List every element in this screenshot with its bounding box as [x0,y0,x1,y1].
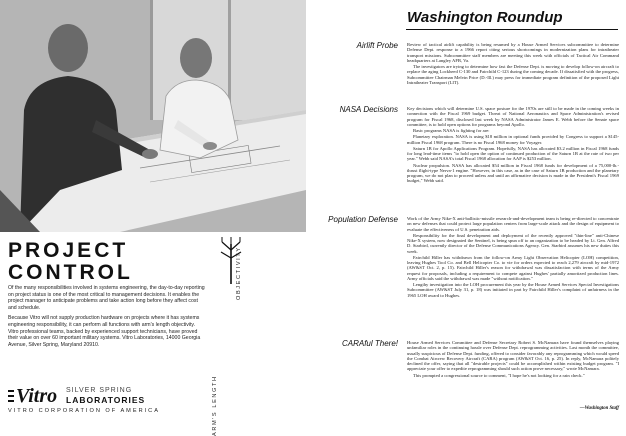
paragraph: Planetary exploration. NASA is using $18 million in optional funds provided by Congress to support a $145-million Fiscal 1968 program. There is no Fiscal 1968 money for Voyager. [407,134,619,145]
paragraph: House Armed Services Committee and Defense Secretary Robert S. McNamara have found themselves playing unfamiliar roles in the continuing hassle over Defense Dept. reprogramming activities. Last month the committee, usually suspicious of Defense Dept. funding, offered to consider favorably any reprogramming which would speed the Combat Aircrew Recovery Aircraft (CARA) program (AW&ST Oct. 16, p. 25). In reply, McNamara politely declined the offer, saying that all "desirable projects" could be accomplished within existing budget program. "I appreciate your offer to expedite reprogramming should such action prove necessary," wrote McNamara. [407,340,619,372]
paragraph: Work of the Army Nike-X anti-ballistic-missile research-and-development team is being re-directed to concentrate on new defenses that could protect large population centers from large-scale attack and the design of equipment to evaluate the effectiveness of U.S. penetration aids. [407,216,619,232]
ad-body-paragraph: Of the many responsibilities involved in systems engineering, the day-to-day reporting on project status is one of the most critical to management decisions. It enables the project manager to anticipate problems and take action long before they affect cost and schedule. [8,285,205,311]
vitro-logo [8,386,218,406]
paragraph: Lengthy investigation into the LOH procurement this year by the House Armed Services Special Investigations Subcommittee (AW&ST July 31, p. 18) was initiated in part by Fairchild Hiller's complaint of unfairness in the 1965 LOH award to Hughes. [407,282,619,298]
ad-headline-line2: CONTROL [8,261,133,284]
logo-subtitle-bottom: LABORATORIES [66,395,146,405]
paragraph: Basic programs NASA is fighting for are: [413,128,490,133]
section-text [407,216,619,299]
page-title: Washington Roundup [407,9,563,26]
logo-wordmark: Vitro [16,385,58,407]
title-rule [406,29,618,30]
section-text [407,106,619,185]
column-page [306,0,626,420]
paragraph: Nuclear propulsion. NASA has allocated $54 million in Fiscal 1968 funds for development of a 75,000-lb.-thrust flight-type Nerva-1 engine. "However, in this case, as in the case of Saturn 1B production and the planetary program, we do not plan to proceed unless and until an affirmative decision is made in the President's Fiscal 1969 budget," Webb said. [407,162,619,184]
logo-subtitle-top: SILVER SPRING [66,387,133,394]
ad-photograph [0,0,306,232]
ad-headline-line1: PROJECT [8,239,129,262]
section-text [407,340,619,379]
ad-vertical-caption-objectivity: OBJECTIVITY [236,246,242,300]
paragraph: Saturn 1B for Apollo Applications Program. Hopefully, NASA has allocated $3.2 million in Fiscal 1968 funds for long lead-time items "to hold open the option of continued production of the Saturn 1B at the rate of two per year." Webb said NASA's total Fiscal 1968 allocation for AAP is $253 million. [407,145,619,162]
logo-stripes-icon [8,390,14,402]
byline: —Washington Staff [579,406,619,411]
ad-body-copy [8,285,206,352]
paragraph: Responsibility for the final development and deployment of the recently approved "thin-line" anti-Chinese Nike-X system, now designated the Sentinel, is being spun off to an organization to be headed by Lt. Gen. Alfred D. Starbird, currently director of the Defense Communications Agency. Gen. Starbird assumes his new duties this week. [407,232,619,254]
paragraph: Key decisions which will determine U.S. space posture for the 1970s are still to be made in the coming weeks in connection with the Fiscal 1969 budget. Threat of National Aeronautics and Space Administration's revised program for Fiscal 1968, disclosed last week by NASA Administrator James E. Webb before the Senate space committee, is to hold open options for programs beyond Apollo. [407,106,619,127]
section-heading: Population Defense [328,215,398,224]
section-heading: NASA Decisions [339,105,398,114]
section-heading: CARAful There! [341,339,398,348]
advertisement-page [0,0,306,436]
ad-vertical-caption-arms-length: ARM'S LENGTH [212,375,218,436]
paragraph: This prompted a congressional source to comment, "I hope he's not looking for a rain check." [413,372,585,378]
section-heading: Airlift Probe [356,41,398,50]
ad-body-paragraph: Because Vitro will not supply production hardware on projects where it has systems engineering responsibility, it can perform all functions with arm's length objectivity. Vitro professional teams, backed by experienced support technicians, have proved their value on over 60 important military systems. Vitro Laboratories, 14000 Georgia Avenue, Silver Spring, Maryland 20910. [8,315,201,348]
engineers-at-drawing-table-illustration [0,0,306,232]
paragraph: Fairchild Hiller has withdrawn from the follow-on Army Light Observation Helicopter (LOH) competition, leaving Hughes Tool Co. and Bell Helicopter Co. to vie for orders expected to reach 2,279 aircraft by mid-1972 (AW&ST Oct. 2, p. 15). Fairchild Hiller's reason for withdrawal was dissatisfaction with terms of the Army request for proposals, including a requirement to compete against Hughes' partially amortized production lines. Army officials said the withdrawal was made "without notification." [407,254,619,281]
corporation-line: VITRO CORPORATION OF AMERICA [8,408,160,414]
paragraph: The investigators are trying to determine how fast the Defense Dept. is moving to develop follow-on aircraft to replace the aging Lockheed C-130 and Fairchild C-123 during the coming decade. If dissatisfied with the progress, Subcommittee Chairman Melvin Price (D.-Ill.) may press for immediate program definition of the proposed Light Intratheater Transport (LIT). [407,64,619,85]
ad-headline [8,240,208,284]
paragraph: Review of tactical airlift capability is being resumed by a House Armed Services subcommittee to determine Defense Dept. response to a 1966 report citing serious shortcomings in modernization plans for intratheater transport missions. Subcommittee staff members are meeting this week with officials of Tactical Air Command headquarters at Langley AFB, Va. [407,42,619,63]
section-text [407,42,619,86]
